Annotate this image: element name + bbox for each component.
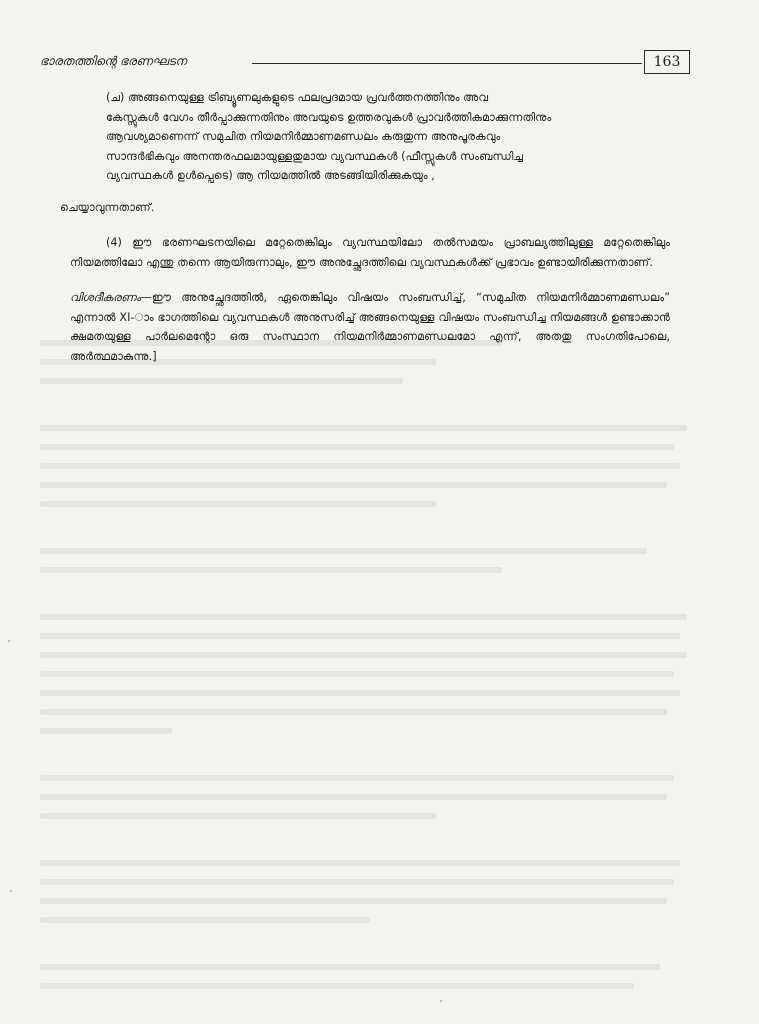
running-title: ഭാരതത്തിന്റെ ഭരണഘടന <box>40 54 187 68</box>
clause-c-line: ആവശ്യമാണെന്ന് സമുചിത നിയമനിർമ്മാണമണ്ഡലം കരുതുന്ന അനുപൂരകവും <box>106 130 501 143</box>
explanation-term: വിശദീകരണം <box>70 291 141 304</box>
scan-speck <box>8 640 10 642</box>
show-through-text <box>40 340 700 960</box>
scan-speck <box>440 1000 442 1002</box>
clause-c-line: (ച) അങ്ങനെയുള്ള ട്രിബ്യൂണലുകളുടെ ഫലപ്രദമായ പ്രവർത്തനത്തിനും അവ <box>106 91 489 104</box>
clause-c-line: സാന്ദർഭികവും അനന്തരഫലമായുള്ളതുമായ വ്യവസ്ഥകൾ (ഫീസ്സുകൾ സംബന്ധിച്ച <box>106 149 524 163</box>
explanation <box>70 288 670 366</box>
scan-speck <box>10 890 12 892</box>
clause-closing: ചെയ്യാവുന്നതാണ്. <box>60 200 155 214</box>
page-number: 163 <box>644 50 690 74</box>
page-body <box>60 88 670 366</box>
clause-4: (4) ഈ ഭരണഘടനയിലെ മറ്റേതെങ്കിലും വ്യവസ്ഥയിലോ തൽസമയം പ്രാബല്യത്തിലുള്ള മറ്റേതെങ്കിലും നിയമത്തിലോ എന്തു തന്നെ ആയിരുന്നാലും, ഈ അനുച്ഛേദത്തിലെ വ്യവസ്ഥകൾക്ക് പ്രഭാവം ഉണ്ടായിരിക്കുന്നതാണ്. <box>70 236 670 269</box>
explanation-text: —ഈ അനുച്ഛേദത്തിൽ, ഏതെങ്കിലും വിഷയം സംബന്ധിച്ച്, “സമുചിത നിയമനിർമ്മാണമണ്ഡലം” എന്നാൽ XI-ാം ഭാഗത്തിലെ വ്യവസ്ഥകൾ അനുസരിച്ച് അങ്ങനെയുള്ള വിഷയം സംബന്ധിച്ച നിയമങ്ങൾ ഉണ്ടാക്കാൻ ക്ഷമതയുള്ള പാർലമെന്റോ ഒരു സംസ്ഥാന നിയമനിർമ്മാണമണ്ഡലമോ എന്ന്, അതതു സംഗതിപോലെ, അർത്ഥമാകുന്നു.] <box>70 291 670 363</box>
clause-c <box>106 88 670 186</box>
page-header <box>40 50 681 78</box>
clause-c-line: കേസ്സുകൾ വേഗം തീർപ്പാക്കുന്നതിനും അവയുടെ ഉത്തരവുകൾ പ്രാവർത്തികമാക്കുന്നതിനും <box>106 110 552 124</box>
header-rule <box>252 63 642 64</box>
clause-c-line: വ്യവസ്ഥകൾ ഉൾപ്പെടെ) ആ നിയമത്തിൽ അടങ്ങിയിരിക്കുകയും , <box>106 169 435 182</box>
